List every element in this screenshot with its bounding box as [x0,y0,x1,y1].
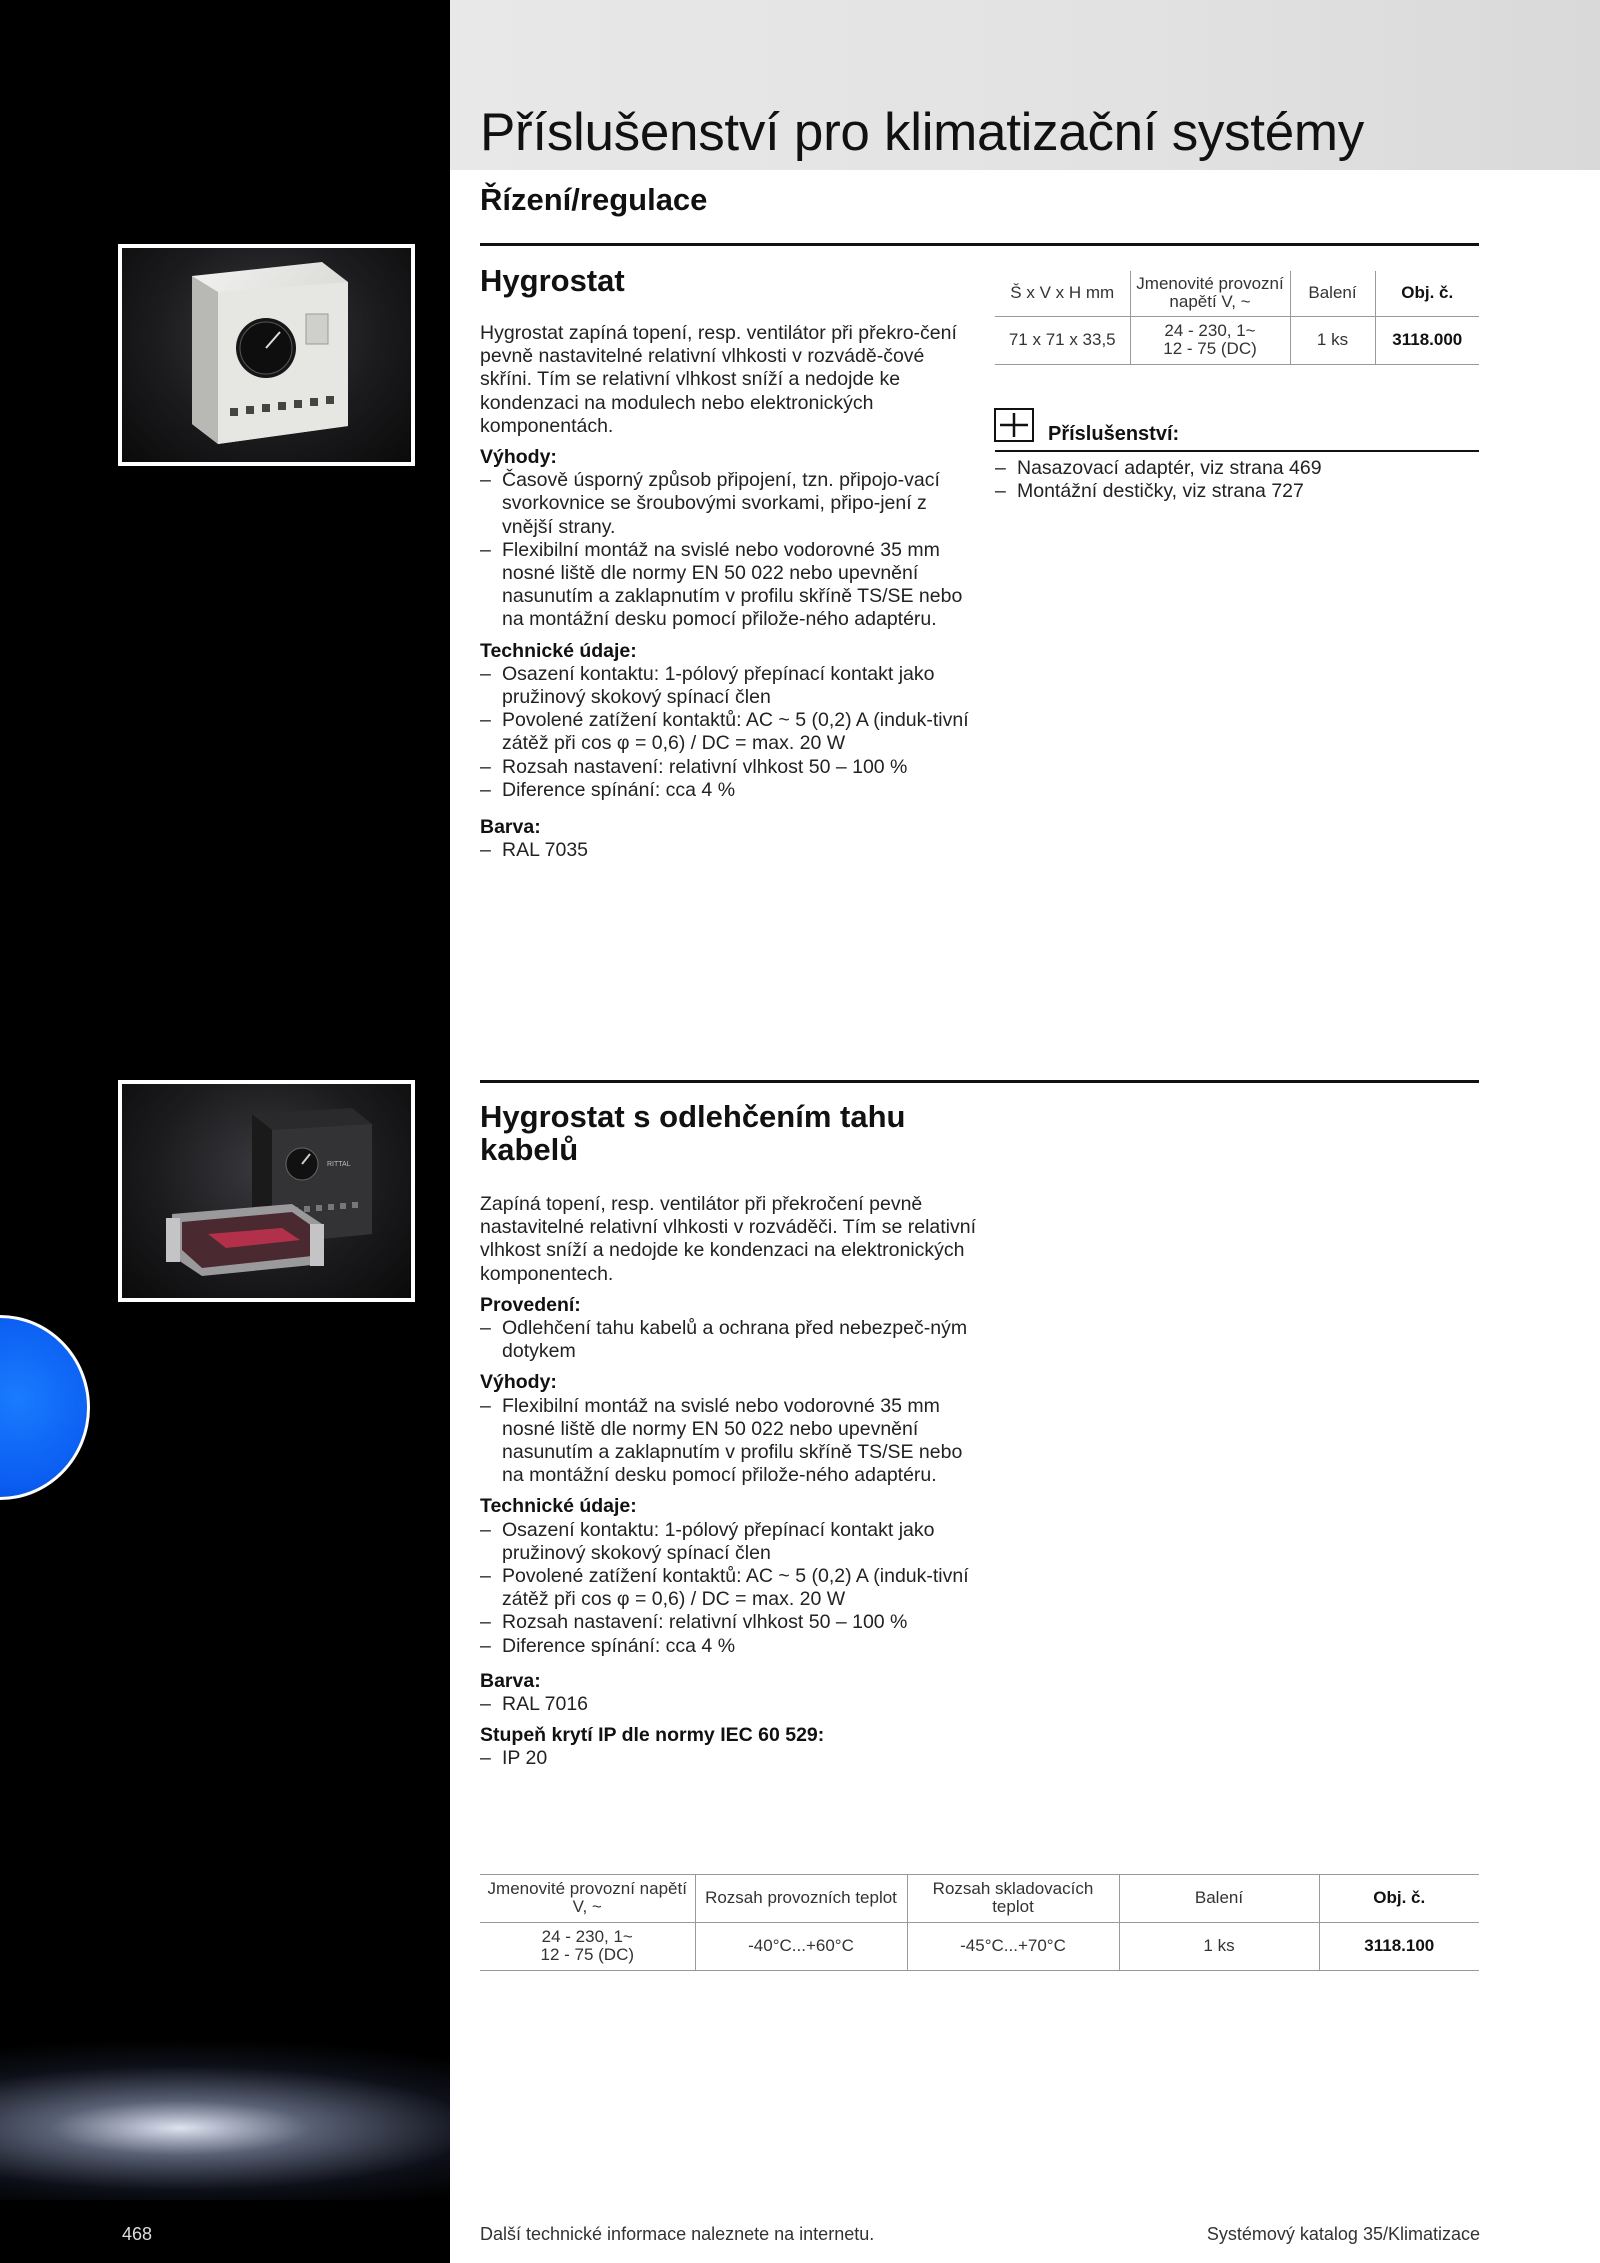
table-cell: 1 ks [1290,316,1375,364]
product2-description: Zapíná topení, resp. ventilátor při překročení pevně nastavitelné relativní vlhkosti v rozváděči. Tím se relativní vlhkost sníží a nedojde ke kondenzaci na elektronických komponentech. [480,1193,977,1285]
product1-advantage-item: – Flexibilní montáž na svislé nebo vodorovné 35 mm nosné liště dle normy EN 50 022 nebo upevnění nasunutím a zaklapnutím v profilu skříně TS/SE nebo na montážní desku pomocí přilože-ného adaptéru. [480,539,980,632]
table-header: Balení [1119,1875,1319,1922]
product1-advantages-label: Výhody: [480,446,557,469]
product1-description: Hygrostat zapíná topení, resp. ventilátor při překro-čení pevně nastavitelné relativní vlhkosti v rozvádě-čové skříni. Tím se relativní vlhkost sníží a nedojde ke kondenzaci na modulech nebo elektronických komponentách. [480,322,957,437]
product2-photo-brand: RITTAL [327,1161,351,1168]
table-header: Rozsah provozních teplot [695,1875,907,1922]
product2-advantage-item: – Flexibilní montáž na svislé nebo vodorovné 35 mm nosné liště dle normy EN 50 022 nebo upevnění nasunutím a zaklapnutím v profilu skříně TS/SE nebo na montážní desku pomocí přilože-ného adaptéru. [480,1395,980,1488]
section-title: Řízení/regulace [480,182,708,217]
product1-advantage-item: – Časově úsporný způsob připojení, tzn. připojo-vací svorkovnice se šroubovými svorkami, připo-jení z vnější strany. [480,469,980,539]
table-cell: 3118.000 [1392,330,1463,349]
page-title: Příslušenství pro klimatizační systémy [480,103,1364,162]
product1-photo [118,244,415,466]
product2-text [480,1193,980,1771]
table-cell: -45°C...+70°C [907,1922,1119,1970]
product2-title: Hygrostat s odlehčením tahu kabelů [480,1099,906,1167]
accessories-list [995,457,1479,503]
product2-advantages-label: Výhody: [480,1371,557,1394]
product1-color-value: – RAL 7035 [480,839,980,862]
table-cell: 3118.100 [1364,1936,1435,1955]
product2-color-label: Barva: [480,1669,541,1692]
product1-tech-item: – Osazení kontaktu: 1-pólový přepínací kontakt jako pružinový skokový spínací člen [480,663,980,709]
product1-tech-label: Technické údaje: [480,639,637,662]
table-cell: 24 - 230, 1~ 12 - 75 (DC) [1130,316,1290,364]
table-cell: 24 - 230, 1~ 12 - 75 (DC) [480,1922,695,1970]
accessory-link-adapter[interactable]: – Nasazovací adaptér, viz strana 469 [995,457,1479,480]
table-header: Jmenovité provozní napětí V, ~ [480,1875,695,1922]
footer-catalog: Systémový katalog 35/Klimatizace [1206,2224,1480,2244]
product2-tech-item: – Diference spínání: cca 4 % [480,1635,980,1658]
table-header: Obj. č. [1401,283,1454,303]
table-header: Balení [1290,271,1375,316]
table-cell: 1 ks [1119,1922,1319,1970]
product2-ip-label: Stupeň krytí IP dle normy IEC 60 529: [480,1724,825,1747]
product2-photo [118,1080,415,1302]
blue-register-tab[interactable] [0,1315,90,1500]
table-header: Š x V x H mm [995,271,1130,316]
product2-tech-label: Technické údaje: [480,1495,637,1518]
product2-tech-item: – Povolené zatížení kontaktů: AC ~ 5 (0,2) A (induk-tivní zátěž při cos φ = 0,6) / DC = max. 20 W [480,1565,980,1611]
product1-tech-item: – Diference spínání: cca 4 % [480,779,980,802]
product2-tech-item: – Rozsah nastavení: relativní vlhkost 50 – 100 % [480,1611,980,1634]
product2-design-label: Provedení: [480,1293,581,1316]
accessories-label: Příslušenství: [1048,423,1180,445]
left-panel-light-glow [0,2040,450,2200]
product2-tech-item: – Osazení kontaktu: 1-pólový přepínací kontakt jako pružinový skokový spínací člen [480,1519,980,1565]
hygrostat-image [122,248,411,462]
table-header: Rozsah skladovacích teplot [907,1875,1119,1922]
product1-text [480,322,980,862]
product1-color-label: Barva: [480,816,541,839]
product2-design-item: – Odlehčení tahu kabelů a ochrana před nebezpeč-ným dotykem [480,1317,980,1363]
product1-tech-item: – Povolené zatížení kontaktů: AC ~ 5 (0,2) A (induk-tivní zátěž při cos φ = 0,6) / DC = max. 20 W [480,709,980,755]
table-header: Jmenovité provozní napětí V, ~ [1130,271,1290,316]
product2-ip-value: – IP 20 [480,1747,980,1770]
accessories-rule [995,450,1479,452]
accessory-link-plates[interactable]: – Montážní destičky, viz strana 727 [995,480,1479,503]
product1-top-rule [480,243,1479,246]
product2-top-rule [480,1080,1479,1083]
footer-note: Další technické informace naleznete na internetu. [480,2224,875,2244]
table-cell: 71 x 71 x 33,5 [995,316,1130,364]
product1-tech-item: – Rozsah nastavení: relativní vlhkost 50 – 100 % [480,756,980,779]
table-cell: -40°C...+60°C [695,1922,907,1970]
hygrostat-strain-relief-image [122,1084,411,1298]
plus-icon [994,408,1034,442]
page-number: 468 [122,2224,153,2244]
product2-color-value: – RAL 7016 [480,1693,980,1716]
table-header: Obj. č. [1373,1888,1426,1908]
product1-spec-table [995,271,1479,365]
product1-title: Hygrostat [480,263,625,298]
product2-spec-table [480,1875,1479,1971]
